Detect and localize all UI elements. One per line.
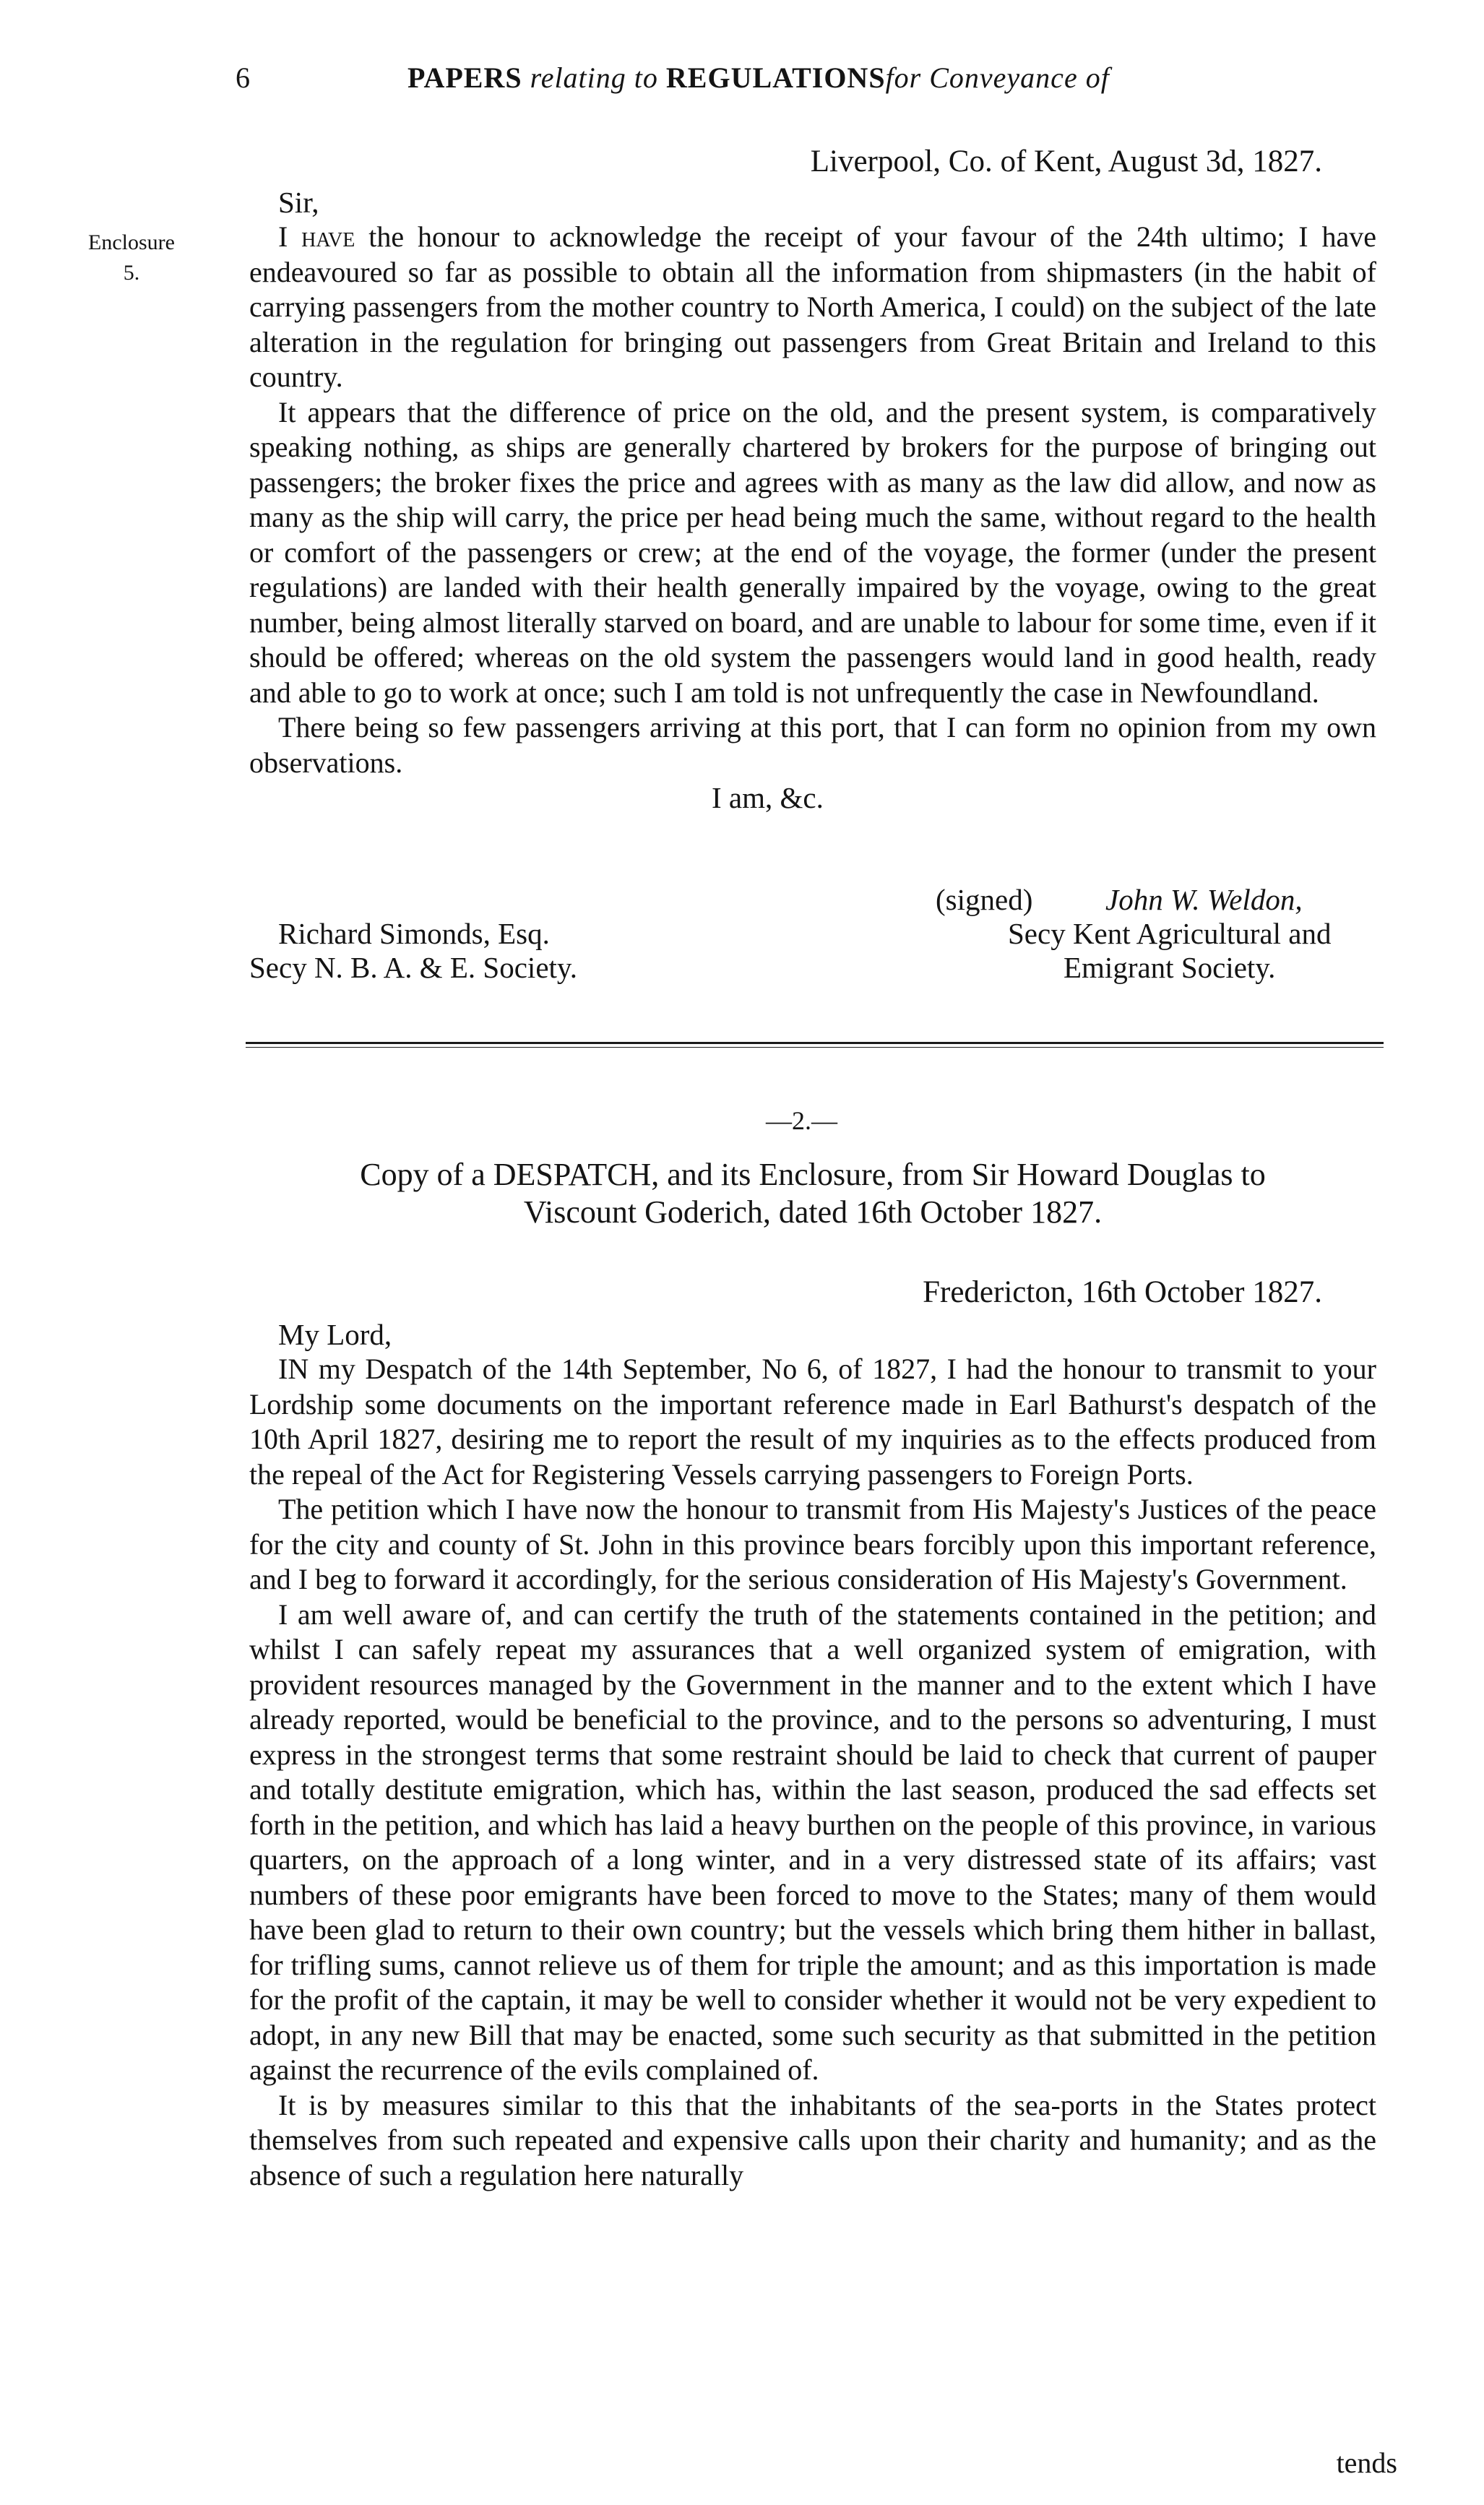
running-title-caps-2: REGULATIONS xyxy=(665,61,886,94)
enclosure-number: 5. xyxy=(123,261,140,285)
letter-1-place-date: Liverpool, Co. of Kent, August 3d, 1827. xyxy=(810,145,1322,178)
letter-2-paragraph-4: It is by measures similar to this that the inhabitants of the sea-ports in the States protect themselves from such repeated and expensive calls upon their charity and humanity; and as the absence of such a regulation here naturally xyxy=(249,2088,1376,2191)
letter-1-paragraph-2: It appears that the difference of price on the old, and the present system, is comparatively speaking nothing, as ships are generally chartered by brokers for the purpose of bringing out passengers; the broker fixes the price and agrees with as many as the law did allow, and now as many as the ship will carry, the price per head being much the same, without regard to the health or comfort of the passengers or crew; at the end of the voyage, the former (under the present regulations) are landed with their health generally impaired by the voyage, owing to the great number, being almost literally starved on board, and are unable to labour for some time, even if it should be offered; whereas on the old system the passengers would land in good health, ready and able to go to work at once; such I am told is not unfrequently the case in Newfoundland. xyxy=(249,395,1376,709)
letter-2 xyxy=(249,1275,1376,2193)
signer-name: John W. Weldon, xyxy=(1105,883,1303,916)
running-title-italic-1: relating to xyxy=(530,61,658,94)
page-number: 6 xyxy=(236,61,251,94)
letter-1-paragraph-3: There being so few passengers arriving at this port, that I can form no opinion from my own observations. xyxy=(249,711,1376,779)
catchword: tends xyxy=(1336,2446,1397,2479)
letter-2-paragraph-1: IN my Despatch of the 14th September, No 6, of 1827, I had the honour to transmit to your Lordship some documents on the important reference made in Earl Bathurst's despatch of the 10th April 1827, desiring me to report the result of my inquiries as to the effects produced from the repeal of the Act for Registering Vessels carrying passengers to Foreign Ports. xyxy=(249,1353,1376,1491)
signer-title-1: Secy Kent Agricultural and xyxy=(1008,917,1332,950)
letter-1-paragraph-1-text: the honour to acknowledge the receipt of your favour of the 24th ultimo; I have endeavoured so far as possible to obtain all the information from shipmasters (in the habit of carrying passengers from the mother country to North America, I could) on the subject of the late alteration in the regulation for bringing out passengers from Great Britain and Ireland to this country. xyxy=(249,220,1376,393)
letter-1-body xyxy=(249,220,1376,780)
letter-1-paragraph-1 xyxy=(249,220,1376,395)
signed-label: (signed) xyxy=(936,883,1033,916)
letter-1 xyxy=(249,145,1376,815)
letter-2-paragraph-3: I am well aware of, and can certify the truth of the statements contained in the petition; and whilst I can safely repeat my assurances that a well organized system of emigration, with provident resources managed by the Government in the manner and to the extent which I have already reported, would be beneficial to the province, and to the persons so adventuring, I must express in the strongest terms that some restraint should be laid to check that current of pauper and totally destitute emigration, which has, within the last season, produced the sad effects set forth in the petition, and which has laid a heavy burthen on the people of this province, in various quarters, on the approach of a long winter, and in a very distressed state of its affairs; vast numbers of these poor emigrants have been forced to move to the States; many of them would have been glad to return to their own country; but the vessels which bring them hither in ballast, for trifling sums, cannot relieve us of them for triple the amount; and as this importation is made for the profit of the captain, it may be well to consider whether it would not be very expedient to adopt, in any new Bill that may be enacted, some such security as that submitted in the petition against the recurrence of the evils complained of. xyxy=(249,1598,1376,2086)
letter-1-closing: I am, &c. xyxy=(712,781,824,814)
running-title-caps: PAPERS xyxy=(407,61,522,94)
letter-2-salutation: My Lord, xyxy=(278,1318,392,1351)
letter-1-salutation: Sir, xyxy=(278,186,319,219)
addressee-title: Secy N. B. A. & E. Society. xyxy=(249,951,578,984)
running-title xyxy=(407,61,1110,95)
running-title-italic-2: for Conveyance of xyxy=(885,61,1110,94)
despatch-heading xyxy=(249,1156,1376,1231)
letter-1-lead-words: I have xyxy=(278,220,355,253)
letter-2-body xyxy=(249,1352,1376,2193)
signer-title-2: Emigrant Society. xyxy=(1064,951,1276,984)
section-divider xyxy=(246,1042,1384,1048)
despatch-heading-line-1: Copy of a DESPATCH, and its Enclosure, from Sir Howard Douglas to xyxy=(360,1157,1266,1192)
enclosure-label: Enclosure xyxy=(88,230,175,254)
letter-2-place-date: Fredericton, 16th October 1827. xyxy=(923,1275,1322,1309)
addressee-name: Richard Simonds, Esq. xyxy=(278,917,550,950)
margin-note-enclosure xyxy=(74,228,189,288)
section-number: —2.— xyxy=(766,1106,837,1135)
despatch-heading-line-2: Viscount Goderich, dated 16th October 1827. xyxy=(523,1194,1103,1230)
letter-2-paragraph-2: The petition which I have now the honour to transmit from His Majesty's Justices of the peace for the city and county of St. John in this province bears forcibly upon this important reference, and I beg to forward it accordingly, for the serious consideration of His Majesty's Government. xyxy=(249,1493,1376,1595)
